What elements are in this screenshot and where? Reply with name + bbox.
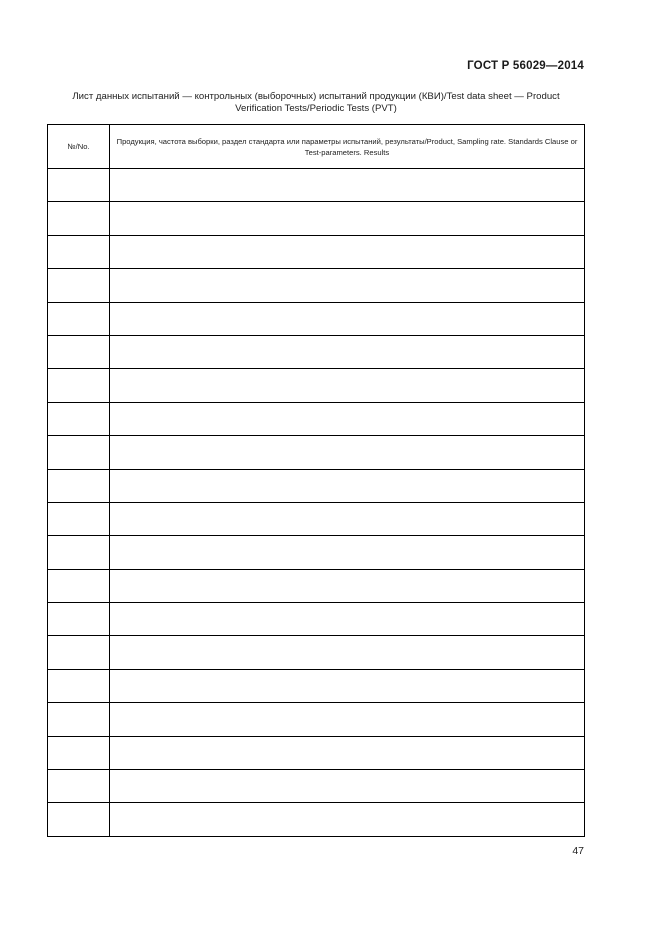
table-row bbox=[48, 269, 585, 302]
row-number-cell bbox=[48, 770, 110, 803]
page-number: 47 bbox=[572, 845, 584, 857]
table-row bbox=[48, 569, 585, 602]
table-row bbox=[48, 669, 585, 702]
row-number-cell bbox=[48, 803, 110, 836]
row-number-cell bbox=[48, 402, 110, 435]
column-header-number: №/No. bbox=[48, 125, 110, 169]
row-number-cell bbox=[48, 536, 110, 569]
row-description-cell bbox=[110, 803, 585, 836]
row-description-cell bbox=[110, 669, 585, 702]
row-description-cell bbox=[110, 736, 585, 769]
row-number-cell bbox=[48, 703, 110, 736]
row-number-cell bbox=[48, 369, 110, 402]
table-row bbox=[48, 770, 585, 803]
row-description-cell bbox=[110, 202, 585, 235]
row-description-cell bbox=[110, 402, 585, 435]
document-code: ГОСТ Р 56029—2014 bbox=[467, 60, 584, 72]
row-description-cell bbox=[110, 436, 585, 469]
row-description-cell bbox=[110, 369, 585, 402]
table-row bbox=[48, 803, 585, 836]
row-number-cell bbox=[48, 669, 110, 702]
row-number-cell bbox=[48, 335, 110, 368]
table-header-row bbox=[48, 125, 585, 169]
row-description-cell bbox=[110, 569, 585, 602]
row-description-cell bbox=[110, 235, 585, 268]
row-number-cell bbox=[48, 603, 110, 636]
sheet-title: Лист данных испытаний — контрольных (выборочных) испытаний продукции (КВИ)/Test data sheet — Product Verification Tests/Periodic Tests (PVT) bbox=[72, 91, 560, 114]
row-number-cell bbox=[48, 235, 110, 268]
table-row bbox=[48, 202, 585, 235]
test-data-table bbox=[47, 124, 585, 837]
row-description-cell bbox=[110, 536, 585, 569]
row-number-cell bbox=[48, 202, 110, 235]
table-row bbox=[48, 736, 585, 769]
table-row bbox=[48, 369, 585, 402]
row-number-cell bbox=[48, 569, 110, 602]
row-number-cell bbox=[48, 636, 110, 669]
table-row bbox=[48, 436, 585, 469]
table-row bbox=[48, 502, 585, 535]
row-description-cell bbox=[110, 469, 585, 502]
row-description-cell bbox=[110, 636, 585, 669]
row-number-cell bbox=[48, 269, 110, 302]
row-number-cell bbox=[48, 502, 110, 535]
table-row bbox=[48, 603, 585, 636]
row-description-cell bbox=[110, 169, 585, 202]
row-number-cell bbox=[48, 302, 110, 335]
table-body bbox=[48, 169, 585, 837]
table-row bbox=[48, 469, 585, 502]
table-row bbox=[48, 402, 585, 435]
table-row bbox=[48, 169, 585, 202]
row-description-cell bbox=[110, 269, 585, 302]
table-row bbox=[48, 536, 585, 569]
row-description-cell bbox=[110, 770, 585, 803]
table-row bbox=[48, 302, 585, 335]
row-number-cell bbox=[48, 436, 110, 469]
table-row bbox=[48, 235, 585, 268]
row-description-cell bbox=[110, 502, 585, 535]
table-row bbox=[48, 636, 585, 669]
table-row bbox=[48, 335, 585, 368]
table-row bbox=[48, 703, 585, 736]
row-number-cell bbox=[48, 169, 110, 202]
column-header-description: Продукция, частота выборки, раздел стандарта или параметры испытаний, результаты/Product, Sampling rate. Standards Clause or Test-parameters. Results bbox=[110, 125, 585, 169]
row-number-cell bbox=[48, 736, 110, 769]
row-description-cell bbox=[110, 603, 585, 636]
row-description-cell bbox=[110, 335, 585, 368]
row-description-cell bbox=[110, 302, 585, 335]
row-description-cell bbox=[110, 703, 585, 736]
row-number-cell bbox=[48, 469, 110, 502]
